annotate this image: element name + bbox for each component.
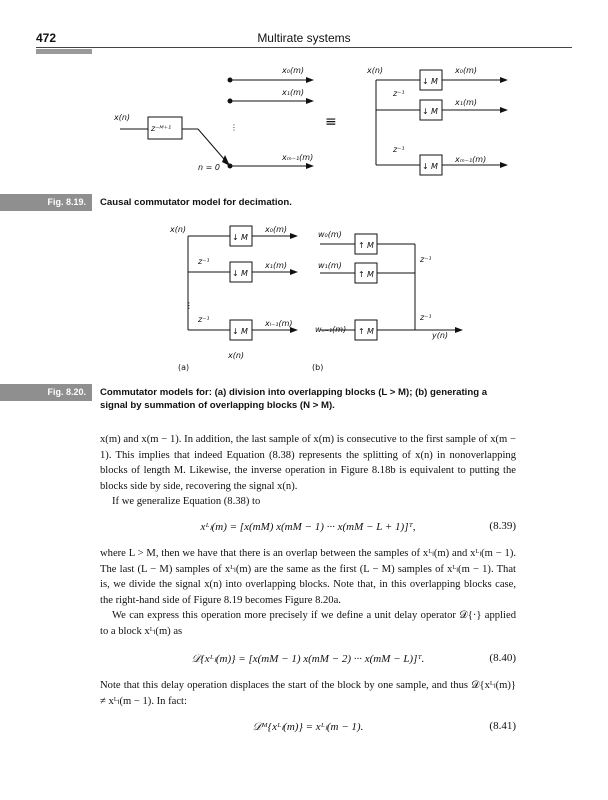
equation-expression: xᴸₗ(m) = [x(mM) x(mM − 1) ··· x(mM − L + 1)]ᵀ, bbox=[200, 521, 416, 533]
xn-label: x(n) bbox=[170, 225, 187, 234]
paragraph: If we generalize Equation (8.38) to bbox=[112, 496, 261, 507]
down-icon: ↓ bbox=[232, 327, 239, 336]
down-icon: ↓ bbox=[232, 233, 239, 242]
xn-output-label: x(n) bbox=[228, 351, 245, 360]
M-label: M bbox=[241, 269, 248, 278]
body-text-block-1 bbox=[100, 432, 516, 510]
paragraph: x(m) and x(m − 1). In addition, the last sample of x(m) is consecutive to the first sample of x(m − 1). This implies that indeed Equation (8.38) represents the splitting of x(n) in nonoverlapping blocks of length M. Likewise, the inverse operation in Figure 8.18b is equivalent to putting the blocks side by side, recovering the signal x(n). bbox=[100, 434, 516, 492]
x1-label: x₁(m) bbox=[265, 261, 287, 270]
up-icon: ↑ bbox=[358, 327, 365, 336]
equation-expression: 𝒟{xᴸₗ(m)} = [x(mM − 1) x(mM − 2) ··· x(mM − L)]ᵀ. bbox=[191, 653, 425, 665]
figure-8-20-diagram bbox=[0, 210, 608, 380]
subfigure-b-label: (b) bbox=[312, 363, 324, 372]
paragraph: Note that this delay operation displaces the start of the block by one sample, and thus 𝒟{xᴸₗ(m)} ≠ xᴸₗ(m − 1). In fact: bbox=[100, 680, 516, 707]
z1-label: z⁻¹ bbox=[198, 257, 210, 266]
dots: ⋮ bbox=[372, 133, 380, 142]
down-icon: ↓ bbox=[422, 77, 429, 86]
M-label: M bbox=[431, 77, 438, 86]
down-icon: ↓ bbox=[232, 269, 239, 278]
xM1-label: xₘ₋₁(m) bbox=[282, 153, 314, 162]
body-text-block-3 bbox=[100, 678, 516, 709]
running-title: Multirate systems bbox=[257, 31, 351, 45]
x0-label-right: x₀(m) bbox=[455, 66, 477, 75]
z1-label: z⁻¹ bbox=[393, 145, 405, 154]
equivalence-sign: ≡ bbox=[325, 114, 337, 130]
figure-8-20-label: Fig. 8.20. bbox=[0, 384, 92, 401]
figure-8-19-label: Fig. 8.19. bbox=[0, 194, 92, 211]
x1-label: x₁(m) bbox=[282, 88, 304, 97]
w1-label: w₁(m) bbox=[318, 261, 342, 270]
body-text-block-2 bbox=[100, 546, 516, 639]
x0-label: x₀(m) bbox=[282, 66, 304, 75]
z1-label: z⁻¹ bbox=[198, 315, 210, 324]
M-label: M bbox=[241, 233, 248, 242]
M-label: M bbox=[367, 270, 374, 279]
dots: ⋮ bbox=[411, 301, 419, 310]
x0-label: x₀(m) bbox=[265, 225, 287, 234]
xM1-label-right: xₘ₋₁(m) bbox=[455, 155, 487, 164]
figure-8-19-caption: Causal commutator model for decimation. bbox=[100, 197, 292, 208]
xn-label-right: x(n) bbox=[367, 66, 384, 75]
yn-label: y(n) bbox=[432, 331, 449, 340]
x1-label-right: x₁(m) bbox=[455, 98, 477, 107]
delay-label: z⁻ᴹ⁺¹ bbox=[151, 124, 172, 133]
up-icon: ↑ bbox=[358, 270, 365, 279]
n0-label: n = 0 bbox=[198, 163, 220, 172]
equation-expression: 𝒟ᴹ{xᴸₗ(m)} = xᴸₗ(m − 1). bbox=[252, 721, 364, 733]
paragraph: where L > M, then we have that there is an overlap between the samples of xᴸₗ(m) and xᴸₗ(m − 1). The last (L − M) samples of xᴸₗ(m) are the same as the first (L − M) samples of xᴸₗ(m − 1). That is, we divide the signal x(n) into overlapping blocks. Note that, in this overlapping blocks case, the right-hand side of Figure 8.19 becomes Figure 8.20a. bbox=[100, 548, 516, 606]
M-label: M bbox=[367, 327, 374, 336]
w0-label: w₀(m) bbox=[318, 230, 342, 239]
paragraph: We can express this operation more precisely if we define a unit delay operator 𝒟{·} applied to a block xᴸₗ(m) as bbox=[100, 610, 516, 637]
z1-label: z⁻¹ bbox=[420, 313, 432, 322]
dots: ⋮ bbox=[185, 301, 193, 310]
equation-number: (8.41) bbox=[489, 720, 516, 732]
down-icon: ↓ bbox=[422, 162, 429, 171]
dots: ⋮ bbox=[230, 123, 238, 132]
down-icon: ↓ bbox=[422, 107, 429, 116]
M-label: M bbox=[431, 107, 438, 116]
M-label: M bbox=[431, 162, 438, 171]
M-label: M bbox=[367, 241, 374, 250]
z1-label: z⁻¹ bbox=[420, 255, 432, 264]
figure-8-19-diagram bbox=[0, 0, 608, 200]
page-number: 472 bbox=[36, 31, 57, 45]
z1-label: z⁻¹ bbox=[393, 89, 405, 98]
up-icon: ↑ bbox=[358, 241, 365, 250]
xL1-label: xₗ₋₁(m) bbox=[265, 319, 293, 328]
subfigure-a-label: (a) bbox=[178, 363, 190, 372]
M-label: M bbox=[241, 327, 248, 336]
figure-8-20-caption: Commutator models for: (a) division into overlapping blocks (L > M); (b) generating a signal by summation of overlapping blocks (N > M). bbox=[100, 387, 488, 411]
wN1-label: wₙ₋₁(m) bbox=[315, 325, 347, 334]
equation-number: (8.39) bbox=[489, 520, 516, 532]
equation-number: (8.40) bbox=[489, 652, 516, 664]
xn-label: x(n) bbox=[114, 113, 131, 122]
